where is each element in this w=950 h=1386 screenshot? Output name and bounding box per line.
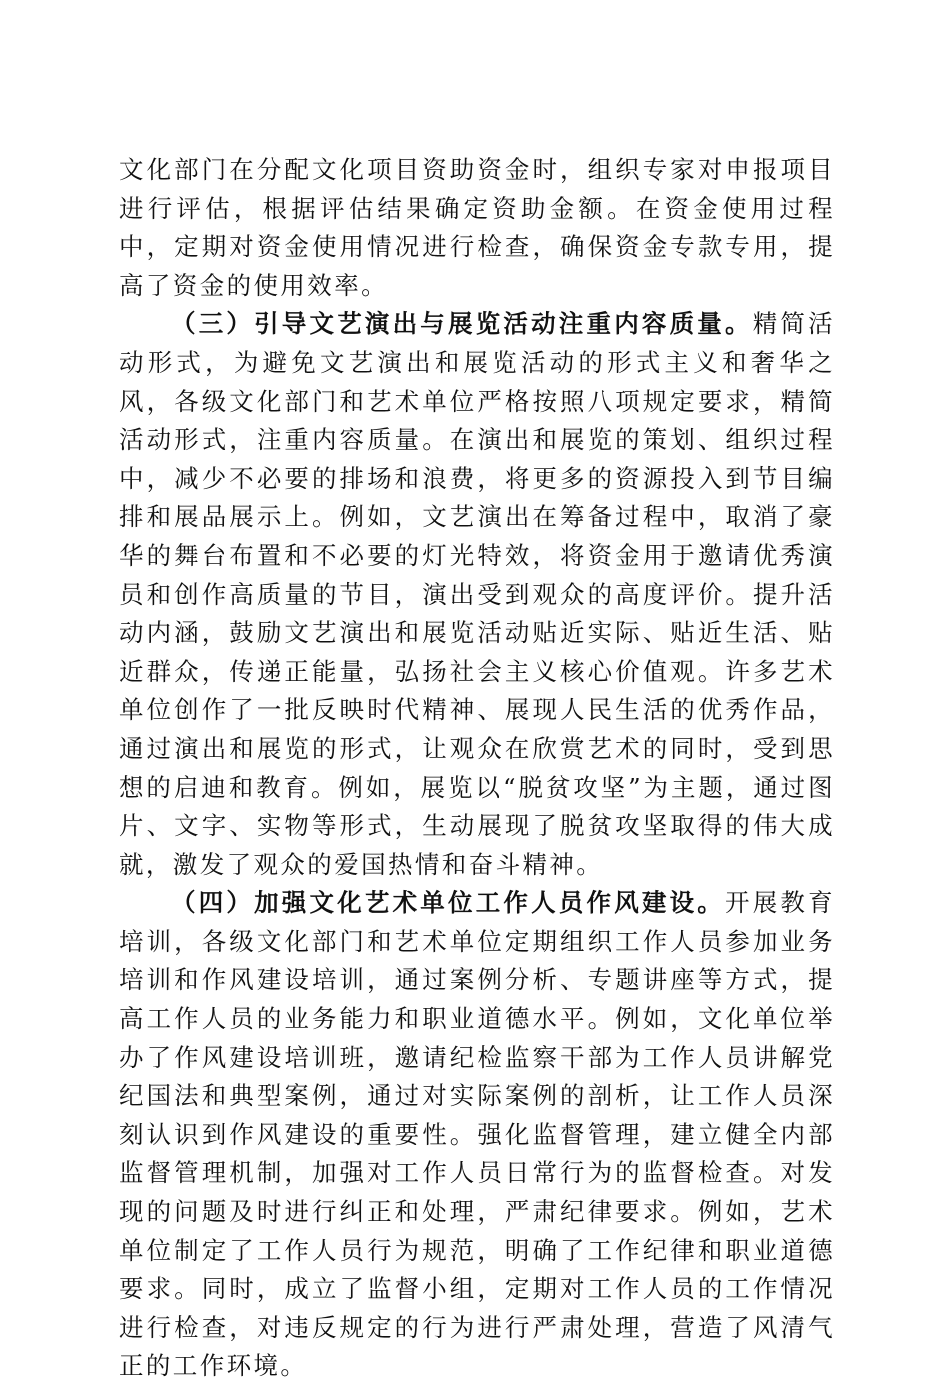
section-heading: （四）加强文化艺术单位工作人员作风建设。 <box>171 888 725 918</box>
paragraph-continuation <box>119 151 835 305</box>
paragraph-text: 精简活动形式，为避免文艺演出和展览活动的形式主义和奢华之风，各级文化部门和艺术单位严格按照八项规定要求，精简活动形式，注重内容质量。在演出和展览的策划、组织过程中，减少不必要的排场和浪费，将更多的资源投入到节目编排和展品展示上。例如，文艺演出在筹备过程中，取消了豪华的舞台布置和不必要的灯光特效，将资金用于邀请优秀演员和创作高质量的节目，演出受到观众的高度评价。提升活动内涵，鼓励文艺演出和展览活动贴近实际、贴近生活、贴近群众，传递正能量，弘扬社会主义核心价值观。许多艺术单位创作了一批反映时代精神、展现人民生活的优秀作品，通过演出和展览的形式，让观众在欣赏艺术的同时，受到思想的启迪和教育。例如，展览以“脱贫攻坚”为主题，通过图片、文字、实物等形式，生动展现了脱贫攻坚取得的伟大成就，激发了观众的爱国热情和奋斗精神。 <box>119 309 836 879</box>
paragraph-section-three <box>119 305 835 884</box>
paragraph-text: 开展教育培训，各级文化部门和艺术单位定期组织工作人员参加业务培训和作风建设培训，通过案例分析、专题讲座等方式，提高工作人员的业务能力和职业道德水平。例如，文化单位举办了作风建设培训班，邀请纪检监察干部为工作人员讲解党纪国法和典型案例，通过对实际案例的剖析，让工作人员深刻认识到作风建设的重要性。强化监督管理，建立健全内部监督管理机制，加强对工作人员日常行为的监督检查。对发现的问题及时进行纠正和处理，严肃纪律要求。例如，艺术单位制定了工作人员行为规范，明确了工作纪律和职业道德要求。同时，成立了监督小组，定期对工作人员的工作情况进行检查，对违反规定的行为进行严肃处理，营造了风清气正的工作环境。 <box>119 888 835 1381</box>
paragraph-section-four <box>119 884 835 1386</box>
paragraph-text: 文化部门在分配文化项目资助资金时，组织专家对申报项目进行评估，根据评估结果确定资助金额。在资金使用过程中，定期对资金使用情况进行检查，确保资金专款专用，提高了资金的使用效率。 <box>119 155 835 300</box>
document-body <box>119 151 835 1386</box>
section-heading: （三）引导文艺演出与展览活动注重内容质量。 <box>171 309 753 339</box>
